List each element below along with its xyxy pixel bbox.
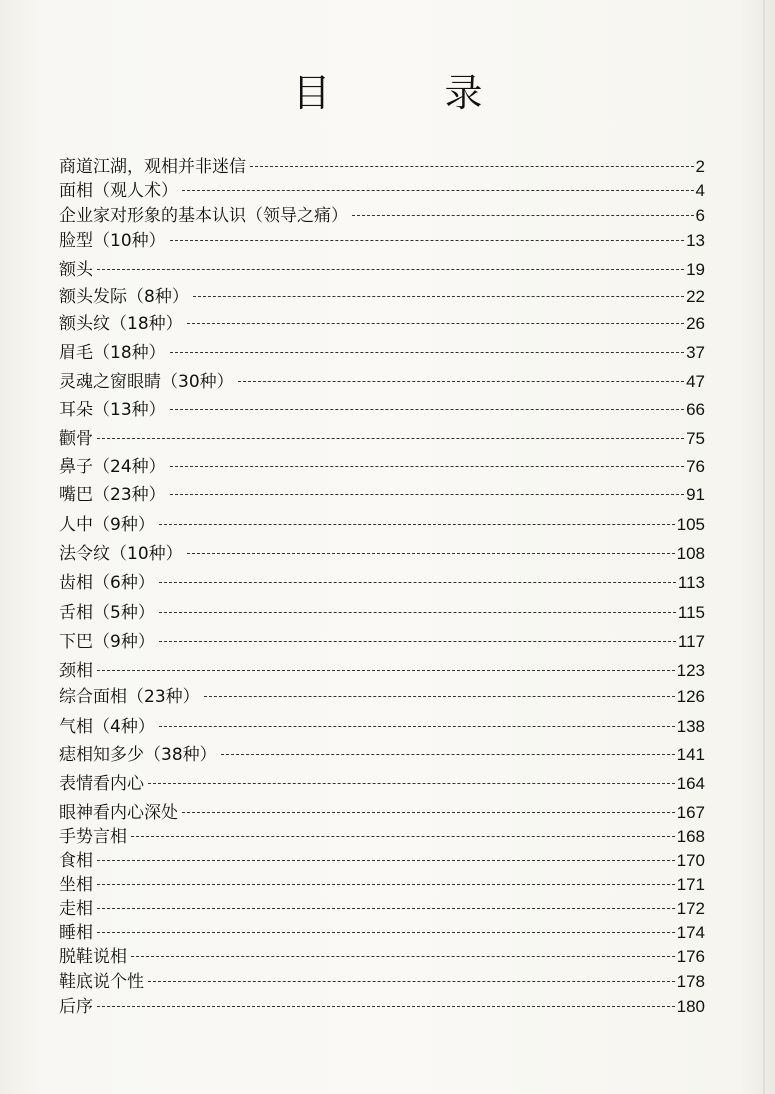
- toc-dot-leader: [221, 754, 675, 755]
- toc-entry-title: 眉毛（18种）: [59, 343, 166, 363]
- toc-dot-leader: [238, 381, 684, 382]
- toc-entry-page-number: 138: [676, 717, 705, 736]
- toc-entry-page-number: 76: [686, 457, 705, 476]
- toc-entry-title: 气相（4种）: [59, 717, 155, 737]
- toc-entry-title: 面相（观人术）: [59, 181, 178, 201]
- toc-dot-leader: [187, 323, 684, 324]
- toc-entry-title: 痣相知多少（38种）: [59, 745, 217, 765]
- toc-entry-page-number: 168: [676, 827, 705, 846]
- toc-entry-page-number: 37: [686, 343, 705, 362]
- toc-entry-page-number: 117: [677, 632, 705, 651]
- toc-entry-title: 嘴巴（23种）: [59, 485, 166, 505]
- toc-dot-leader: [131, 836, 675, 837]
- toc-entry-title: 综合面相（23种）: [59, 687, 200, 707]
- toc-dot-leader: [148, 981, 675, 982]
- toc-dot-leader: [182, 190, 694, 191]
- toc-entry-title: 鞋底说个性: [59, 972, 144, 992]
- toc-entry: [59, 401, 705, 430]
- toc-entry-page-number: 47: [686, 372, 705, 391]
- toc-entry-page-number: 164: [676, 774, 705, 793]
- toc-entry-title: 睡相: [59, 923, 93, 943]
- toc-dot-leader: [204, 696, 675, 697]
- toc-entry: [59, 315, 705, 344]
- toc-entry: [59, 430, 705, 458]
- toc-entry-title: 额头发际（8种）: [59, 287, 189, 307]
- toc-entry-title: 企业家对形象的基本认识（领导之痛）: [59, 206, 348, 226]
- toc-entry-page-number: 91: [686, 485, 705, 504]
- toc-dot-leader: [159, 582, 676, 583]
- toc-dot-leader: [159, 726, 675, 727]
- toc-entry-page-number: 75: [686, 429, 705, 448]
- toc-dot-leader: [159, 641, 676, 642]
- toc-entry: [59, 516, 705, 545]
- toc-dot-leader: [170, 352, 684, 353]
- toc-entry-page-number: 126: [676, 687, 705, 706]
- toc-dot-leader: [170, 494, 684, 495]
- toc-entry: [59, 633, 705, 662]
- toc-entry: [59, 574, 705, 604]
- toc-entry-page-number: 141: [676, 745, 705, 764]
- toc-dot-leader: [97, 932, 675, 933]
- toc-entry-page-number: 115: [677, 603, 705, 622]
- toc-entry-title: 额头纹（18种）: [59, 314, 183, 334]
- toc-entry-page-number: 4: [695, 181, 705, 200]
- toc-entry: [59, 718, 705, 746]
- toc-dot-leader: [187, 553, 675, 554]
- toc-entry: [59, 261, 705, 288]
- toc-entry-page-number: 174: [676, 923, 705, 942]
- toc-dot-leader: [193, 296, 684, 297]
- page-title: 目 录: [292, 71, 521, 115]
- table-of-contents: [59, 158, 705, 1023]
- toc-entry-title: 商道江湖，观相并非迷信: [59, 157, 246, 177]
- toc-entry: [59, 232, 705, 261]
- toc-entry-title: 人中（9种）: [59, 515, 155, 535]
- toc-entry-title: 颈相: [59, 661, 93, 681]
- toc-entry-page-number: 176: [676, 947, 705, 966]
- toc-entry-title: 额头: [59, 260, 93, 280]
- toc-entry-page-number: 178: [676, 972, 705, 991]
- toc-dot-leader: [352, 215, 694, 216]
- toc-entry-page-number: 26: [686, 314, 705, 333]
- toc-entry-title: 手势言相: [59, 827, 127, 847]
- toc-dot-leader: [148, 783, 675, 784]
- toc-dot-leader: [250, 166, 694, 167]
- toc-dot-leader: [159, 612, 676, 613]
- toc-entry-title: 坐相: [59, 875, 93, 895]
- toc-entry-title: 脱鞋说相: [59, 947, 127, 967]
- toc-entry: [59, 973, 705, 998]
- toc-dot-leader: [97, 269, 684, 270]
- toc-entry: [59, 876, 705, 900]
- toc-entry-title: 眼神看内心深处: [59, 803, 178, 823]
- toc-dot-leader: [97, 908, 675, 909]
- toc-entry-title: 颧骨: [59, 429, 93, 449]
- toc-entry-title: 齿相（6种）: [59, 573, 155, 593]
- toc-dot-leader: [97, 1006, 675, 1007]
- toc-entry: [59, 604, 705, 633]
- toc-entry: [59, 662, 705, 688]
- toc-entry: [59, 746, 705, 775]
- toc-entry-page-number: 22: [686, 287, 705, 306]
- toc-entry-title: 脸型（10种）: [59, 231, 166, 251]
- toc-entry-title: 舌相（5种）: [59, 603, 155, 623]
- toc-entry: [59, 998, 705, 1023]
- toc-dot-leader: [182, 812, 675, 813]
- toc-entry: [59, 948, 705, 973]
- toc-entry-title: 鼻子（24种）: [59, 457, 166, 477]
- toc-dot-leader: [97, 438, 684, 439]
- toc-dot-leader: [131, 956, 675, 957]
- toc-entry-title: 走相: [59, 899, 93, 919]
- toc-entry-title: 表情看内心: [59, 774, 144, 794]
- toc-dot-leader: [170, 466, 684, 467]
- toc-entry: [59, 688, 705, 718]
- toc-entry-page-number: 123: [676, 661, 705, 680]
- toc-entry-page-number: 66: [686, 400, 705, 419]
- toc-entry-page-number: 108: [676, 544, 705, 563]
- toc-entry: [59, 828, 705, 852]
- toc-entry-page-number: 171: [676, 875, 705, 894]
- toc-entry-page-number: 113: [677, 573, 705, 592]
- toc-entry: [59, 373, 705, 401]
- toc-dot-leader: [170, 240, 684, 241]
- toc-dot-leader: [159, 524, 675, 525]
- toc-entry: [59, 182, 705, 207]
- toc-entry: [59, 804, 705, 828]
- toc-entry-page-number: 105: [676, 515, 705, 534]
- toc-entry-title: 食相: [59, 851, 93, 871]
- toc-entry: [59, 458, 705, 486]
- toc-entry-title: 下巴（9种）: [59, 632, 155, 652]
- toc-dot-leader: [97, 860, 675, 861]
- toc-entry: [59, 207, 705, 232]
- toc-entry-page-number: 19: [686, 260, 705, 279]
- toc-entry-title: 灵魂之窗眼睛（30种）: [59, 372, 234, 392]
- toc-entry-page-number: 13: [686, 231, 705, 250]
- toc-entry-page-number: 170: [676, 851, 705, 870]
- toc-entry: [59, 158, 705, 182]
- toc-dot-leader: [170, 409, 684, 410]
- toc-entry-title: 法令纹（10种）: [59, 544, 183, 564]
- toc-entry-title: 后序: [59, 997, 93, 1017]
- toc-entry-page-number: 6: [695, 206, 705, 225]
- toc-entry: [59, 344, 705, 373]
- toc-entry-page-number: 2: [695, 157, 705, 176]
- toc-entry-page-number: 167: [676, 803, 705, 822]
- toc-entry: [59, 545, 705, 574]
- toc-dot-leader: [97, 670, 675, 671]
- toc-entry-page-number: 180: [676, 997, 705, 1016]
- toc-entry-title: 耳朵（13种）: [59, 400, 166, 420]
- toc-entry: [59, 288, 705, 315]
- toc-entry: [59, 775, 705, 804]
- toc-entry: [59, 900, 705, 924]
- toc-entry-page-number: 172: [676, 899, 705, 918]
- toc-entry: [59, 924, 705, 948]
- toc-entry: [59, 486, 705, 516]
- toc-entry: [59, 852, 705, 876]
- toc-dot-leader: [97, 884, 675, 885]
- page-fold-shadow: [763, 0, 765, 1094]
